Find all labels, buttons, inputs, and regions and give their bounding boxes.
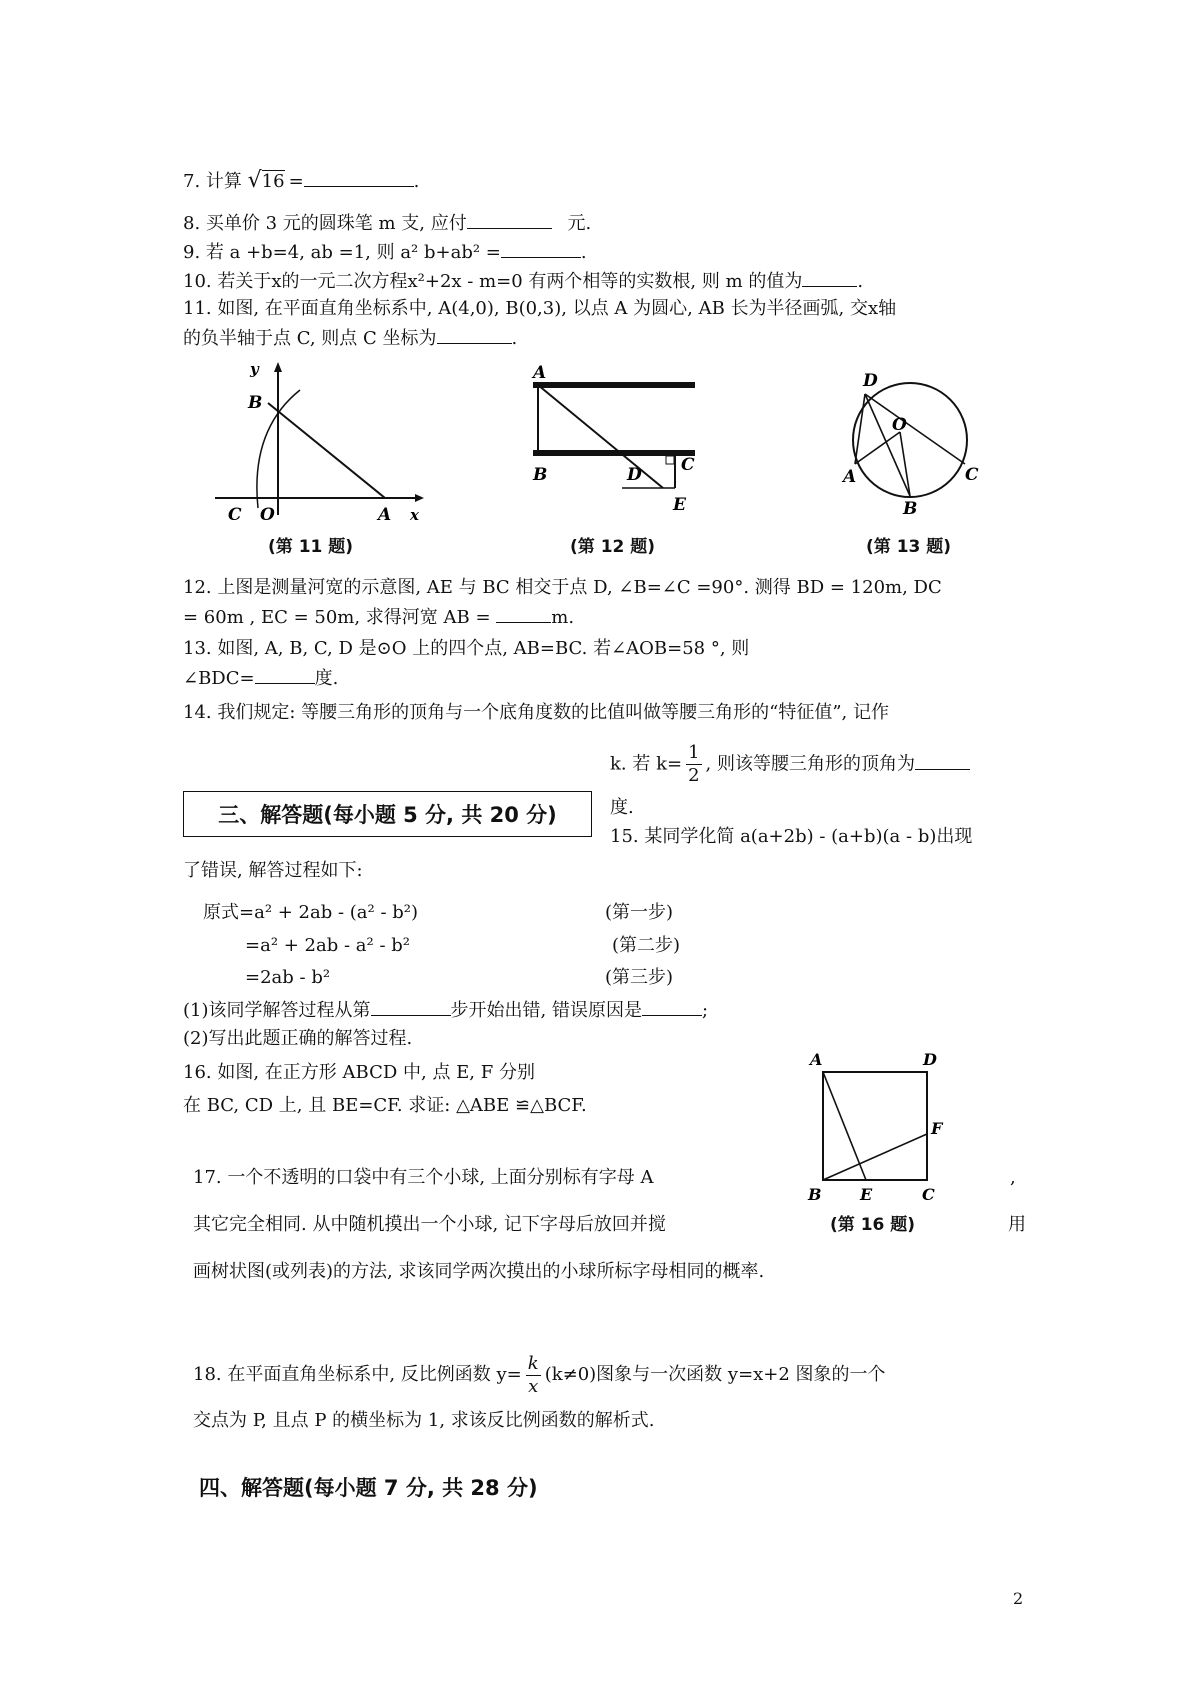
solution-step-1-expr: 原式=a² + 2ab - (a² - b²) bbox=[203, 902, 419, 923]
q13-line2: ∠BDC= bbox=[183, 668, 255, 689]
question-17-line3: 画树状图(或列表)的方法, 求该同学两次摸出的小球所标字母相同的概率. bbox=[193, 1261, 765, 1282]
frac-numerator: 1 bbox=[688, 742, 700, 763]
label-x: x bbox=[410, 506, 419, 524]
solution-step-3-expr: =2ab - b² bbox=[245, 967, 331, 988]
answer-blank bbox=[467, 210, 552, 229]
frac-numerator: k bbox=[527, 1352, 539, 1374]
answer-blank bbox=[802, 268, 857, 287]
q11-end: . bbox=[511, 328, 518, 349]
question-15-sub2: (2)写出此题正确的解答过程. bbox=[183, 1028, 413, 1049]
q14-k-label: k. 若 k= bbox=[610, 753, 683, 775]
frac-denominator: 2 bbox=[688, 765, 700, 786]
figure-16-square-diagram bbox=[800, 1050, 950, 1210]
q7-end: . bbox=[413, 171, 420, 192]
frac-denominator: x bbox=[528, 1375, 539, 1397]
solution-step-1-label: (第一步) bbox=[605, 902, 674, 923]
question-17-line1: 17. 一个不透明的口袋中有三个小球, 上面分别标有字母 A bbox=[193, 1167, 654, 1188]
label-c: C bbox=[228, 505, 242, 525]
figure-12-river-diagram bbox=[525, 358, 705, 518]
figure-13-circle-diagram bbox=[845, 372, 985, 517]
question-15-sub1 bbox=[183, 997, 708, 1024]
question-13-line2 bbox=[183, 665, 338, 692]
question-16-line1: 16. 如图, 在正方形 ABCD 中, 点 E, F 分别 bbox=[183, 1062, 535, 1083]
answer-blank bbox=[915, 751, 970, 770]
segment-ab bbox=[268, 403, 385, 498]
question-17-line2: 其它完全相同. 从中随机摸出一个小球, 记下字母后放回并搅 bbox=[193, 1214, 666, 1235]
question-11-line2 bbox=[183, 325, 517, 352]
label-y: y bbox=[250, 360, 259, 378]
answer-blank bbox=[437, 325, 512, 344]
label-c: C bbox=[681, 455, 695, 475]
question-14-line1: 14. 我们规定: 等腰三角形的顶角与一个底角度数的比值叫做等腰三角形的“特征值”, 记作 bbox=[183, 702, 889, 723]
label-c: C bbox=[922, 1185, 935, 1204]
label-a: A bbox=[533, 363, 547, 383]
q13-unit: 度. bbox=[314, 668, 339, 689]
question-17-line2-end: 用 bbox=[1008, 1214, 1026, 1235]
question-18-line2: 交点为 P, 且点 P 的横坐标为 1, 求该反比例函数的解析式. bbox=[193, 1410, 655, 1431]
q7-suffix: = bbox=[288, 171, 304, 192]
label-o: O bbox=[892, 415, 907, 435]
figure-12-caption: (第 12 题) bbox=[570, 537, 656, 557]
figure-13-caption: (第 13 题) bbox=[866, 537, 952, 557]
solution-step-3-label: (第三步) bbox=[605, 967, 674, 988]
label-b: B bbox=[808, 1185, 822, 1204]
q11-line2: 的负半轴于点 C, 则点 C 坐标为 bbox=[183, 328, 437, 349]
question-12-line2 bbox=[183, 604, 574, 631]
answer-blank bbox=[255, 665, 315, 684]
label-a: A bbox=[378, 505, 392, 525]
sqrt-sign: √ bbox=[247, 168, 262, 193]
q12-line2: = 60m , EC = 50m, 求得河宽 AB = bbox=[183, 607, 491, 628]
segment-da bbox=[855, 394, 865, 464]
label-d: D bbox=[923, 1050, 937, 1069]
question-14-line2 bbox=[610, 742, 970, 787]
question-11-line1: 11. 如图, 在平面直角坐标系中, A(4,0), B(0,3), 以点 A 为圆心, AB 长为半径画弧, 交x轴 bbox=[183, 298, 897, 319]
label-a: A bbox=[810, 1050, 823, 1069]
label-d: D bbox=[627, 465, 642, 485]
q15-sub1-a: (1)该同学解答过程从第 bbox=[183, 1000, 371, 1021]
answer-blank bbox=[501, 239, 581, 258]
label-b: B bbox=[903, 499, 918, 519]
q18-line1-a: 18. 在平面直角坐标系中, 反比例函数 y= bbox=[193, 1364, 522, 1385]
section-3-title: 三、解答题(每小题 5 分, 共 20 分) bbox=[218, 803, 557, 827]
section-4-heading: 四、解答题(每小题 7 分, 共 28 分) bbox=[199, 1476, 538, 1500]
label-a: A bbox=[843, 467, 857, 487]
circle-o bbox=[853, 383, 967, 497]
label-e: E bbox=[860, 1185, 873, 1204]
answer-blank bbox=[642, 997, 702, 1016]
label-b: B bbox=[248, 393, 263, 413]
page-number: 2 bbox=[1013, 1589, 1024, 1608]
question-7 bbox=[183, 168, 419, 195]
q14-line2-suffix: , 则该等腰三角形的顶角为 bbox=[705, 753, 915, 775]
q15-sub1-end: ; bbox=[701, 1000, 709, 1021]
answer-blank bbox=[371, 997, 451, 1016]
x-axis-arrow bbox=[415, 494, 424, 502]
solution-step-2-label: (第二步) bbox=[612, 935, 681, 956]
q10-text: 10. 若关于x的一元二次方程x²+2x - m=0 有两个相等的实数根, 则 m 的值为 bbox=[183, 271, 803, 292]
label-d: D bbox=[863, 371, 878, 391]
q12-unit: m. bbox=[551, 607, 575, 628]
answer-blank bbox=[304, 168, 414, 187]
label-b: B bbox=[533, 465, 548, 485]
label-f: F bbox=[931, 1119, 943, 1138]
label-o: O bbox=[260, 505, 275, 525]
section-3-heading bbox=[183, 791, 592, 837]
figure-16-caption: (第 16 题) bbox=[830, 1215, 916, 1235]
q9-text: 9. 若 a +b=4, ab =1, 则 a² b+ab² = bbox=[183, 242, 501, 263]
question-14-line3: 度. bbox=[610, 797, 634, 818]
question-15-line2: 了错误, 解答过程如下: bbox=[183, 860, 363, 881]
question-10 bbox=[183, 268, 863, 295]
q7-radicand: 16 bbox=[261, 171, 285, 192]
label-e: E bbox=[673, 495, 686, 515]
question-13-line1: 13. 如图, A, B, C, D 是⊙O 上的四个点, AB=BC. 若∠AOB=58 °, 则 bbox=[183, 638, 750, 659]
fraction-k-over-x bbox=[526, 1353, 541, 1398]
answer-blank bbox=[496, 604, 551, 623]
figure-11-coordinate-diagram bbox=[210, 360, 430, 525]
q7-prefix: 7. 计算 bbox=[183, 171, 248, 192]
fraction-one-half bbox=[686, 742, 701, 787]
label-c: C bbox=[965, 465, 979, 485]
right-angle-mark bbox=[666, 456, 674, 464]
question-12-line1: 12. 上图是测量河宽的示意图, AE 与 BC 相交于点 D, ∠B=∠C =90°. 测得 BD = 120m, DC bbox=[183, 577, 942, 598]
q9-end: . bbox=[580, 242, 587, 263]
question-18-line1 bbox=[193, 1350, 886, 1400]
q8-text: 8. 买单价 3 元的圆珠笔 m 支, 应付 bbox=[183, 213, 467, 234]
q15-sub1-b: 步开始出错, 错误原因是 bbox=[450, 1000, 642, 1021]
question-8 bbox=[183, 210, 591, 237]
question-15-line1: 15. 某同学化简 a(a+2b) - (a+b)(a - b)出现 bbox=[610, 826, 973, 847]
segment-ae bbox=[538, 385, 663, 488]
y-axis-arrow bbox=[274, 362, 282, 372]
question-9 bbox=[183, 239, 587, 266]
segment-bf bbox=[823, 1134, 927, 1180]
question-16-line2: 在 BC, CD 上, 且 BE=CF. 求证: △ABE ≌△BCF. bbox=[183, 1095, 587, 1116]
square-abcd bbox=[823, 1072, 927, 1180]
figure-11-caption: (第 11 题) bbox=[268, 537, 354, 557]
q8-unit: 元. bbox=[567, 213, 592, 234]
solution-step-2-expr: =a² + 2ab - a² - b² bbox=[245, 935, 410, 956]
question-17-line1-end: , bbox=[1010, 1167, 1016, 1188]
q18-line1-b: (k≠0)图象与一次函数 y=x+2 图象的一个 bbox=[544, 1364, 886, 1385]
q10-end: . bbox=[857, 271, 864, 292]
